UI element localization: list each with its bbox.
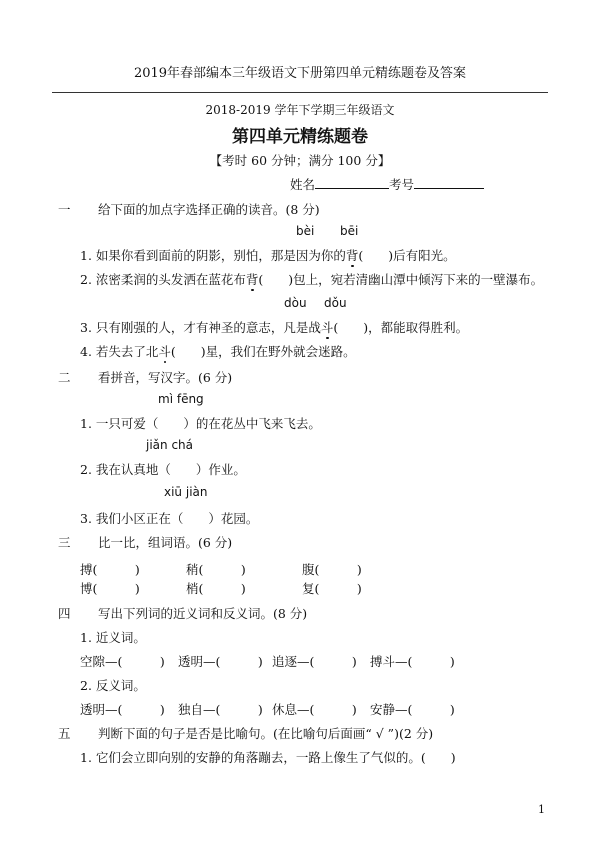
name-number-line: [290, 175, 484, 193]
pinyin-bei2: bēi: [340, 224, 359, 238]
number-blank: [414, 176, 484, 189]
s2-question-1: 1. 一只可爱（ ）的在花丛中飞来飞去。: [80, 416, 321, 431]
antonym-label: 2. 反义词。: [80, 678, 146, 693]
section-2-heading: 二 看拼音，写汉字。(6 分): [58, 370, 233, 385]
s3-r1-c3: 腹( ): [302, 562, 362, 577]
exam-info: 【考时 60 分钟；满分 100 分】: [209, 153, 391, 168]
synonym-label: 1. 近义词。: [80, 630, 146, 645]
s3-r2-c2: 梢( ): [186, 581, 246, 596]
s1-question-3: 3. 只有刚强的人，才有神圣的意志，凡是战斗( )，都能取得胜利。: [80, 320, 469, 335]
synonym-3: 追逐—( ): [272, 654, 357, 669]
pinyin-xiujian: xiū jiàn: [164, 485, 208, 499]
s5-question-1: 1. 它们会立即向别的安静的角落蹦去，一路上像生了气似的。( ): [80, 750, 456, 765]
name-label: 姓名: [290, 177, 316, 192]
dotted-char: 斗: [158, 344, 171, 359]
pinyin-jiancha: jiǎn chá: [146, 438, 193, 452]
number-label: 考号: [389, 177, 415, 192]
s1-question-4: 4. 若失去了北斗( )星，我们在野外就会迷路。: [80, 344, 356, 359]
document-header: 2019年春部编本三年级语文下册第四单元精练题卷及答案: [133, 66, 467, 81]
s3-r1-c2: 稍( ): [186, 562, 246, 577]
name-blank: [315, 176, 389, 189]
header-rule: [52, 92, 548, 93]
antonym-4: 安静—( ): [370, 702, 455, 717]
s2-question-3: 3. 我们小区正在（ ）花园。: [80, 511, 259, 526]
antonym-2: 独自—( ): [178, 702, 263, 717]
section-4-heading: 四 写出下列词的近义词和反义词。(8 分): [58, 606, 308, 621]
synonym-2: 透明—( ): [178, 654, 263, 669]
subheader: 2018-2019 学年下学期三年级语文: [205, 103, 395, 117]
page-number: 1: [538, 803, 545, 816]
antonym-1: 透明—( ): [80, 702, 165, 717]
pinyin-dou1: dòu: [284, 296, 307, 310]
s2-question-2: 2. 我在认真地（ ）作业。: [80, 462, 246, 477]
antonym-3: 休息—( ): [272, 702, 357, 717]
dotted-char: 背: [345, 248, 359, 263]
section-5-heading: 五 判断下面的句子是否是比喻句。(在比喻句后面画“ √ ”)(2 分): [58, 726, 434, 741]
synonym-4: 搏斗—( ): [370, 654, 455, 669]
page-title: 第四单元精练题卷: [232, 127, 368, 147]
s1-question-1: 1. 如果你看到面前的阴影，别怕，那是因为你的背( )后有阳光。: [80, 248, 456, 263]
section-1-heading: 一 给下面的加点字选择正确的读音。(8 分): [58, 202, 320, 217]
pinyin-bei1: bèi: [296, 224, 315, 238]
s3-r2-c3: 复( ): [302, 581, 362, 596]
section-3-heading: 三 比一比，组词语。(6 分): [58, 535, 233, 550]
s1-question-2: 2. 浓密柔润的头发洒在蓝花布背( )包上，宛若清幽山潭中倾泻下来的一壁瀑布。: [80, 272, 544, 287]
synonym-1: 空隙—( ): [80, 654, 165, 669]
dotted-char: 斗: [320, 320, 334, 335]
pinyin-dou2: dǒu: [324, 296, 347, 310]
dotted-char: 背: [245, 272, 259, 287]
pinyin-mifeng: mì fēng: [158, 392, 204, 406]
s3-r2-c1: 博( ): [80, 581, 140, 596]
s3-r1-c1: 搏( ): [80, 562, 140, 577]
